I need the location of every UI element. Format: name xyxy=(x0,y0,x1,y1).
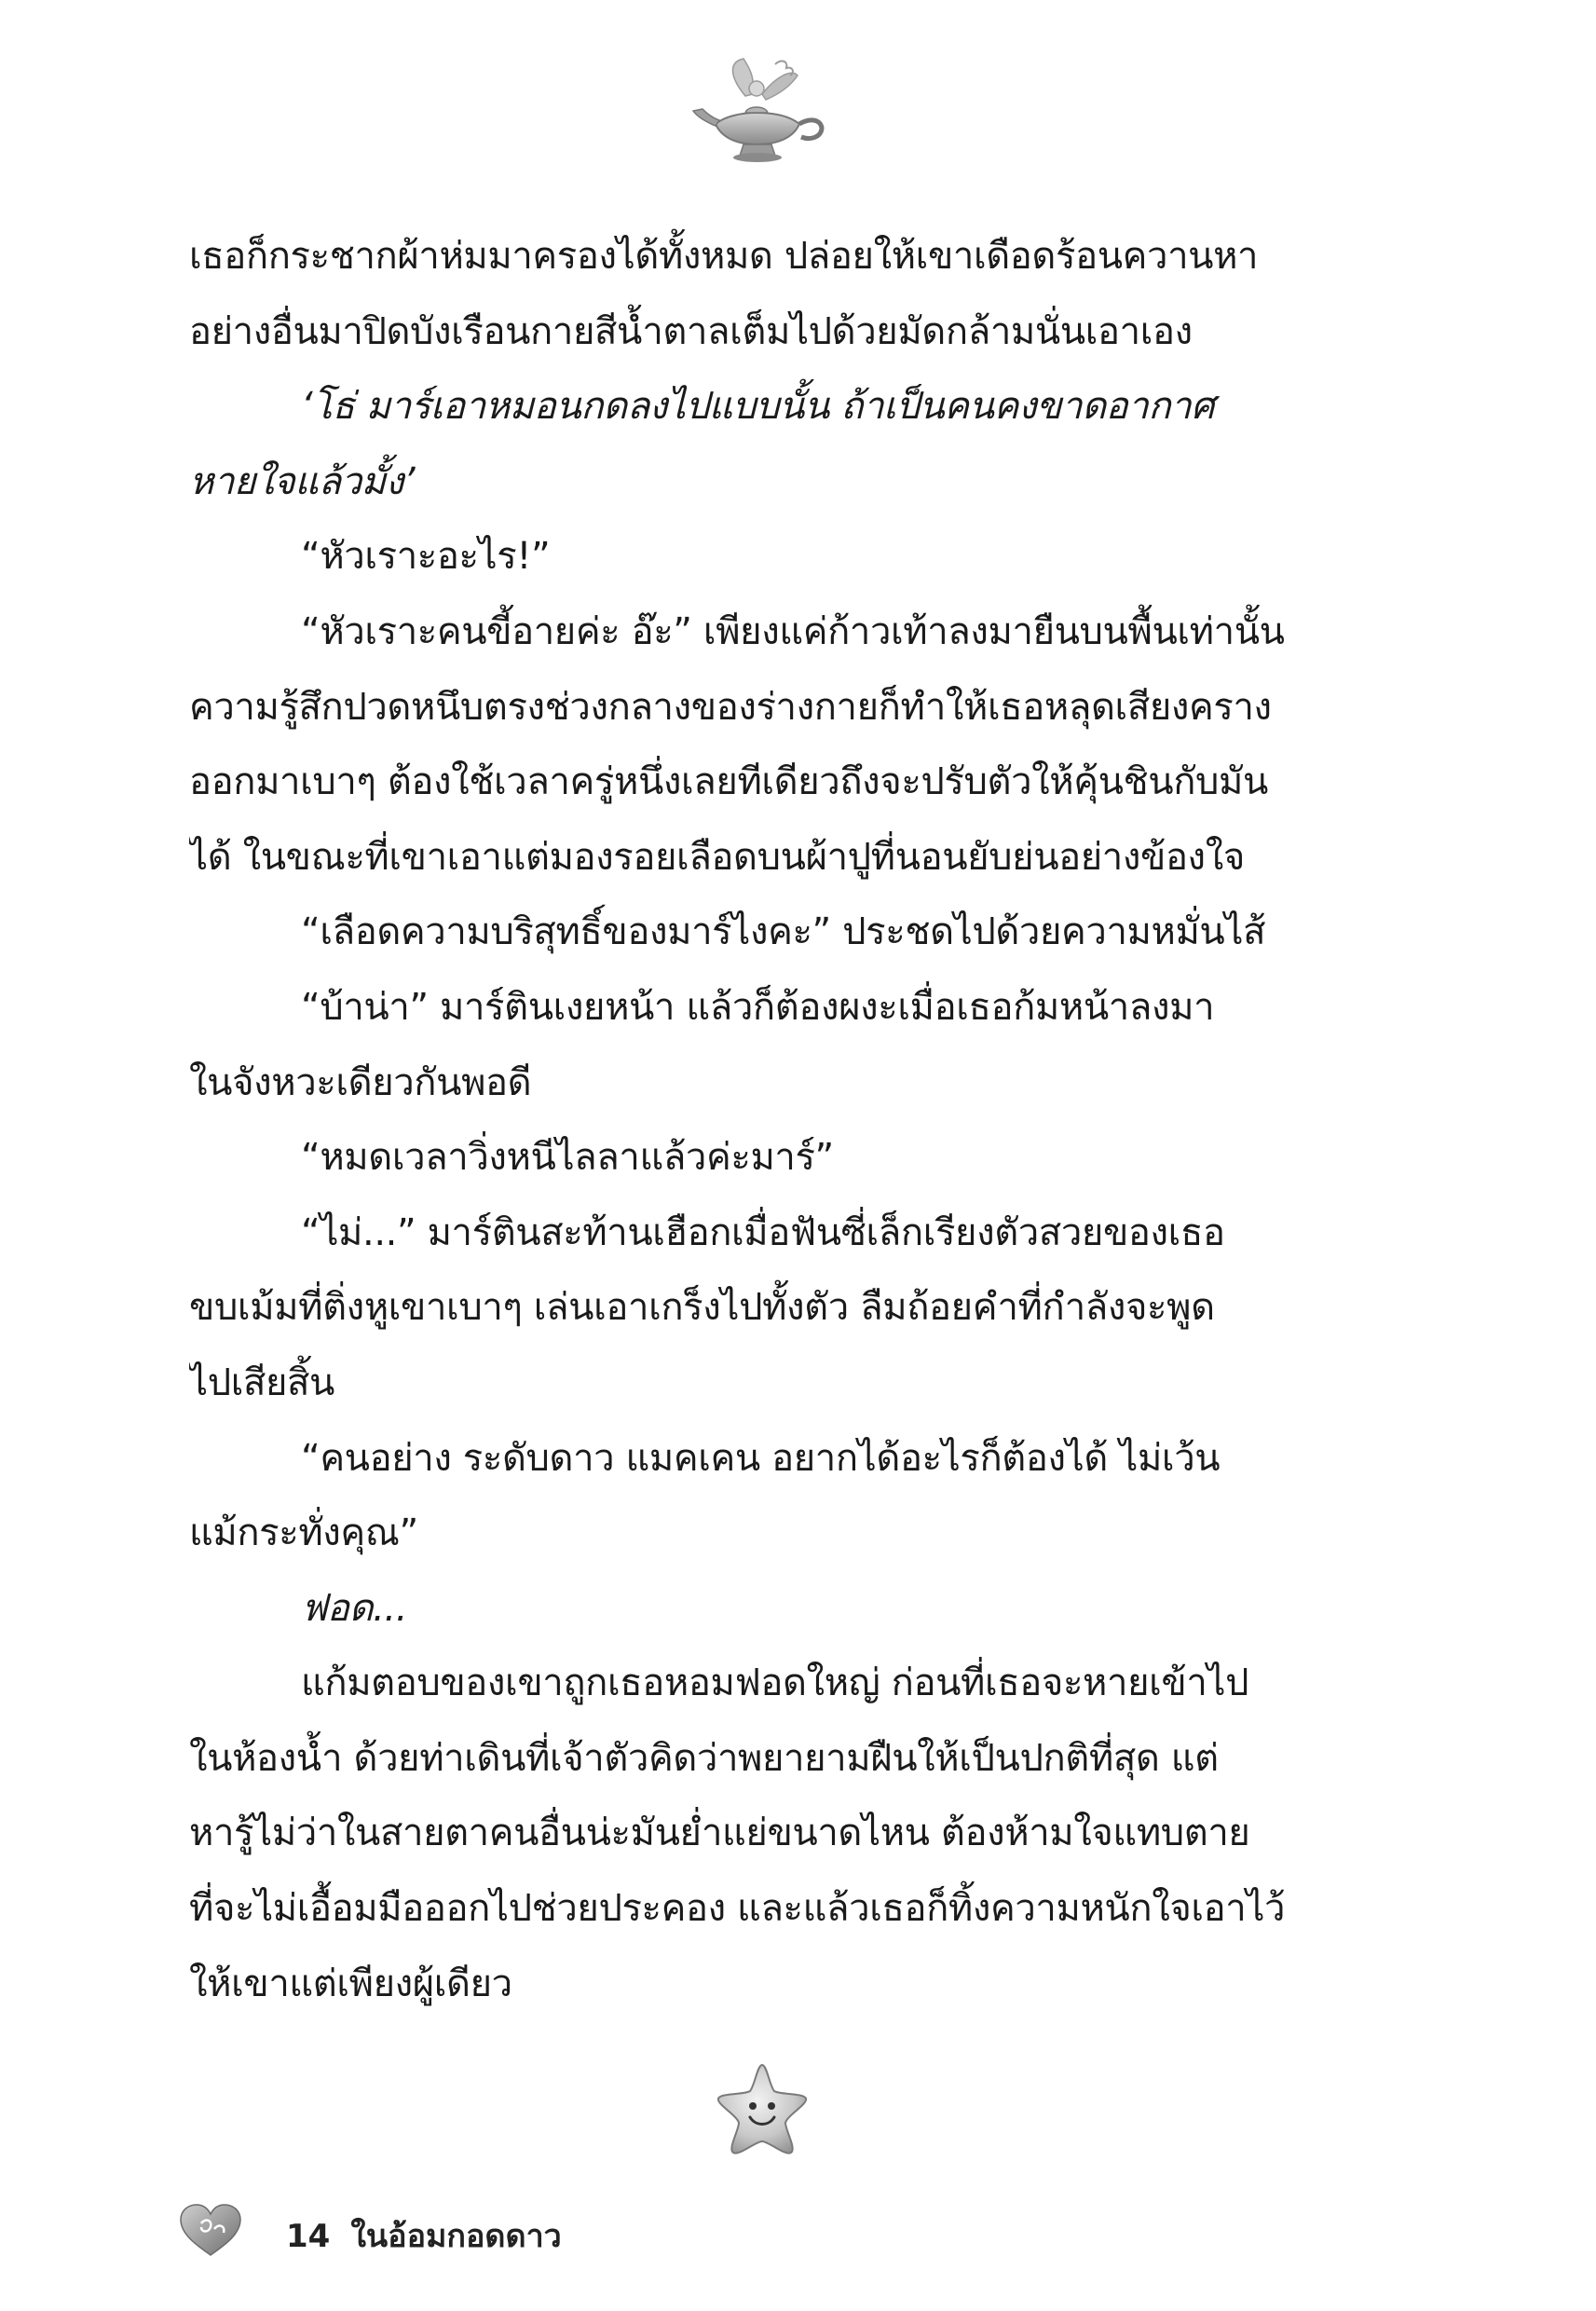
text-line: ในห้องน้ำ ด้วยท่าเดินที่เจ้าตัวคิดว่าพยายามฝืนให้เป็นปกติที่สุด แต่ xyxy=(189,1736,1219,1780)
text-line: ออกมาเบาๆ ต้องใช้เวลาครู่หนึ่งเลยทีเดียวถึงจะปรับตัวให้คุ้นชินกับมัน xyxy=(189,760,1268,804)
page-number: 14 xyxy=(286,2218,331,2255)
text-line: หายใจแล้วมั้ง’ xyxy=(189,459,416,503)
text-line: ที่จะไม่เอื้อมมือออกไปช่วยประคอง และแล้วเธอก็ทิ้งความหนักใจเอาไว้ xyxy=(189,1887,1286,1931)
text-line: แก้มตอบของเขาถูกเธอหอมฟอดใหญ่ ก่อนที่เธอจะหายเข้าไป xyxy=(301,1661,1249,1705)
text-line: “ไม่...” มาร์ตินสะท้านเฮือกเมื่อฟันซี่เล็กเรียงตัวสวยของเธอ xyxy=(301,1210,1225,1254)
text-line: “หัวเราะอะไร!” xyxy=(301,535,551,579)
text-line: อย่างอื่นมาปิดบังเรือนกายสีน้ำตาลเต็มไปด้วยมัดกล้ามนั่นเอาเอง xyxy=(189,309,1193,353)
heart-icon xyxy=(177,2203,244,2259)
text-line: หารู้ไม่ว่าในสายตาคนอื่นน่ะมันย่ำแย่ขนาดไหน ต้องห้ามใจแทบตาย xyxy=(189,1812,1250,1855)
text-line: “หมดเวลาวิ่งหนีไลลาแล้วค่ะมาร์” xyxy=(301,1136,834,1180)
text-line: ไปเสียสิ้น xyxy=(189,1361,334,1404)
footer-text xyxy=(286,2210,562,2261)
text-line: ความรู้สึกปวดหนึบตรงช่วงกลางของร่างกายก็ทำให้เธอหลุดเสียงคราง xyxy=(189,685,1272,729)
text-line: “เลือดความบริสุทธิ์ของมาร์ไงคะ” ประชดไปด้วยความหมั่นไส้ xyxy=(301,910,1266,954)
text-line: “บ้าน่า” มาร์ตินเงยหน้า แล้วก็ต้องผงะเมื่อเธอก้มหน้าลงมา xyxy=(301,985,1215,1029)
text-line: ในจังหวะเดียวกันพอดี xyxy=(189,1060,532,1104)
cupid-genie-lamp-icon xyxy=(689,51,829,172)
text-line: “หัวเราะคนขี้อายค่ะ อ๊ะ” เพียงแค่ก้าวเท้าลงมายืนบนพื้นเท่านั้น xyxy=(301,609,1285,653)
text-line: “คนอย่าง ระดับดาว แมคเคน อยากได้อะไรก็ต้องได้ ไม่เว้น xyxy=(301,1436,1221,1480)
page-footer xyxy=(177,2199,829,2264)
text-line: ‘โธ่ มาร์เอาหมอนกดลงไปแบบนั้น ถ้าเป็นคนคงขาดอากาศ xyxy=(301,385,1215,429)
book-title: ในอ้อมกอดดาว xyxy=(350,2218,562,2255)
text-line: ได้ ในขณะที่เขาเอาแต่มองรอยเลือดบนผ้าปูที่นอนยับย่นอย่างข้องใจ xyxy=(189,835,1245,879)
body-text xyxy=(189,219,1335,2021)
text-line: ขบเม้มที่ติ่งหูเขาเบาๆ เล่นเอาเกร็งไปทั้งตัว ลืมถ้อยคำที่กำลังจะพูด xyxy=(189,1286,1215,1330)
text-line: แม้กระทั่งคุณ” xyxy=(189,1511,418,1555)
text-line: ฟอด... xyxy=(301,1586,408,1630)
smiling-star-icon xyxy=(711,2059,813,2157)
text-line: เธอก็กระชากผ้าห่มมาครองได้ทั้งหมด ปล่อยให้เขาเดือดร้อนควานหา xyxy=(189,235,1259,278)
text-line: ให้เขาแต่เพียงผู้เดียว xyxy=(189,1962,512,2005)
